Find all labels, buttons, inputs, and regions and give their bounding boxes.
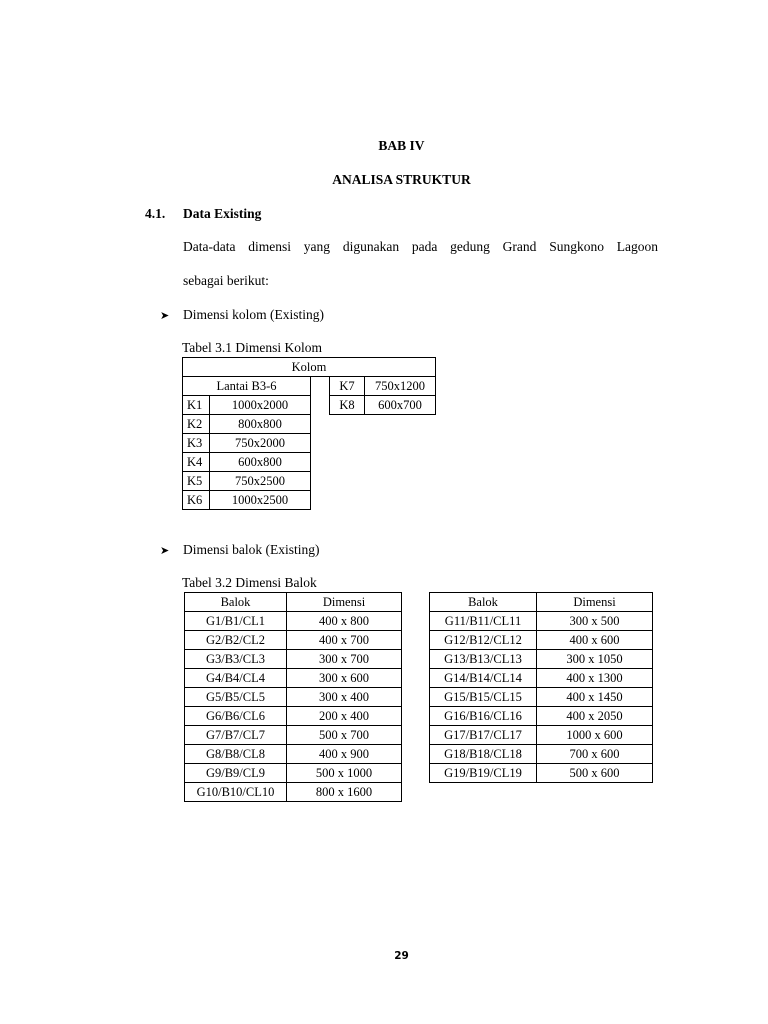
table-kolom-header: Kolom bbox=[183, 358, 436, 377]
table-row bbox=[430, 707, 653, 726]
bullet-kolom-text: Dimensi kolom (Existing) bbox=[183, 307, 324, 322]
table-cell: K1 bbox=[183, 396, 210, 415]
table-cell: 400 x 700 bbox=[287, 631, 402, 650]
table-cell: G14/B14/CL14 bbox=[430, 669, 537, 688]
table-cell: G8/B8/CL8 bbox=[185, 745, 287, 764]
table-balok-right bbox=[429, 592, 653, 783]
table-cell: G11/B11/CL11 bbox=[430, 612, 537, 631]
table-row bbox=[430, 612, 653, 631]
table-row bbox=[430, 669, 653, 688]
table-cell: 500 x 1000 bbox=[287, 764, 402, 783]
table-cell: K6 bbox=[183, 491, 210, 510]
table-cell: 300 x 400 bbox=[287, 688, 402, 707]
table-cell: G12/B12/CL12 bbox=[430, 631, 537, 650]
table-cell: 600x800 bbox=[210, 453, 311, 472]
table-cell: 1000x2500 bbox=[210, 491, 311, 510]
page-number: 29 bbox=[394, 950, 409, 962]
table-row bbox=[430, 745, 653, 764]
table-header-balok: Balok bbox=[185, 593, 287, 612]
table-kolom-subheader: Lantai B3-6 bbox=[183, 377, 311, 396]
table-row bbox=[185, 745, 402, 764]
paragraph-line-2: sebagai berikut: bbox=[183, 273, 269, 288]
table-row bbox=[430, 631, 653, 650]
table-cell: K4 bbox=[183, 453, 210, 472]
table-cell: 300 x 500 bbox=[537, 612, 653, 631]
table-cell: K5 bbox=[183, 472, 210, 491]
table-row bbox=[430, 688, 653, 707]
table-cell: 300 x 1050 bbox=[537, 650, 653, 669]
table-cell: G9/B9/CL9 bbox=[185, 764, 287, 783]
table-cell: 300 x 700 bbox=[287, 650, 402, 669]
table-row bbox=[185, 631, 402, 650]
table-header-dimensi: Dimensi bbox=[287, 593, 402, 612]
table-cell: 1000 x 600 bbox=[537, 726, 653, 745]
table-cell: G4/B4/CL4 bbox=[185, 669, 287, 688]
table-kolom-caption: Tabel 3.1 Dimensi Kolom bbox=[182, 340, 323, 355]
table-row bbox=[430, 764, 653, 783]
table-cell: 200 x 400 bbox=[287, 707, 402, 726]
table-row bbox=[430, 650, 653, 669]
table-row bbox=[185, 612, 402, 631]
table-cell: 400 x 1450 bbox=[537, 688, 653, 707]
table-cell: 800x800 bbox=[210, 415, 311, 434]
table-cell: G18/B18/CL18 bbox=[430, 745, 537, 764]
table-cell: G5/B5/CL5 bbox=[185, 688, 287, 707]
table-row bbox=[185, 726, 402, 745]
chapter-title: ANALISA STRUKTUR bbox=[332, 172, 471, 187]
table-cell: G16/B16/CL16 bbox=[430, 707, 537, 726]
table-cell: 750x2500 bbox=[210, 472, 311, 491]
table-cell: 400 x 600 bbox=[537, 631, 653, 650]
table-cell: G10/B10/CL10 bbox=[185, 783, 287, 802]
bullet-balok-text: Dimensi balok (Existing) bbox=[183, 542, 320, 557]
chapter-number: BAB IV bbox=[378, 138, 425, 153]
table-row bbox=[185, 764, 402, 783]
table-cell: 500 x 700 bbox=[287, 726, 402, 745]
table-cell: 400 x 1300 bbox=[537, 669, 653, 688]
table-row bbox=[185, 669, 402, 688]
table-row bbox=[185, 688, 402, 707]
paragraph-line-1: Data-data dimensi yang digunakan pada gedung Grand Sungkono Lagoon bbox=[183, 239, 658, 254]
table-cell: 400 x 800 bbox=[287, 612, 402, 631]
table-header-balok: Balok bbox=[430, 593, 537, 612]
table-cell: 1000x2000 bbox=[210, 396, 311, 415]
table-cell: G1/B1/CL1 bbox=[185, 612, 287, 631]
arrow-bullet-icon: ➤ bbox=[160, 545, 170, 557]
table-cell: G17/B17/CL17 bbox=[430, 726, 537, 745]
table-row bbox=[430, 726, 653, 745]
table-header-dimensi: Dimensi bbox=[537, 593, 653, 612]
table-cell: 300 x 600 bbox=[287, 669, 402, 688]
table-cell: K8 bbox=[330, 396, 365, 415]
table-cell: 600x700 bbox=[365, 396, 436, 415]
table-row bbox=[185, 707, 402, 726]
table-cell: K2 bbox=[183, 415, 210, 434]
table-cell: 800 x 1600 bbox=[287, 783, 402, 802]
table-cell: 750x2000 bbox=[210, 434, 311, 453]
table-cell: G15/B15/CL15 bbox=[430, 688, 537, 707]
table-cell: G3/B3/CL3 bbox=[185, 650, 287, 669]
table-balok-caption: Tabel 3.2 Dimensi Balok bbox=[182, 575, 317, 590]
table-cell: 400 x 2050 bbox=[537, 707, 653, 726]
table-cell: G6/B6/CL6 bbox=[185, 707, 287, 726]
table-cell: G19/B19/CL19 bbox=[430, 764, 537, 783]
table-cell: G7/B7/CL7 bbox=[185, 726, 287, 745]
table-cell: 500 x 600 bbox=[537, 764, 653, 783]
bullet-kolom bbox=[160, 307, 324, 323]
table-row bbox=[185, 650, 402, 669]
section-heading bbox=[145, 206, 261, 222]
table-cell: 750x1200 bbox=[365, 377, 436, 396]
table-cell: K3 bbox=[183, 434, 210, 453]
section-title: Data Existing bbox=[183, 206, 262, 221]
table-cell: G13/B13/CL13 bbox=[430, 650, 537, 669]
section-number: 4.1. bbox=[145, 206, 166, 221]
bullet-balok bbox=[160, 542, 319, 558]
arrow-bullet-icon: ➤ bbox=[160, 310, 170, 322]
table-row bbox=[185, 783, 402, 802]
table-cell: K7 bbox=[330, 377, 365, 396]
table-cell: 700 x 600 bbox=[537, 745, 653, 764]
table-kolom bbox=[182, 357, 436, 510]
table-cell: G2/B2/CL2 bbox=[185, 631, 287, 650]
table-balok-left bbox=[184, 592, 402, 802]
table-cell: 400 x 900 bbox=[287, 745, 402, 764]
